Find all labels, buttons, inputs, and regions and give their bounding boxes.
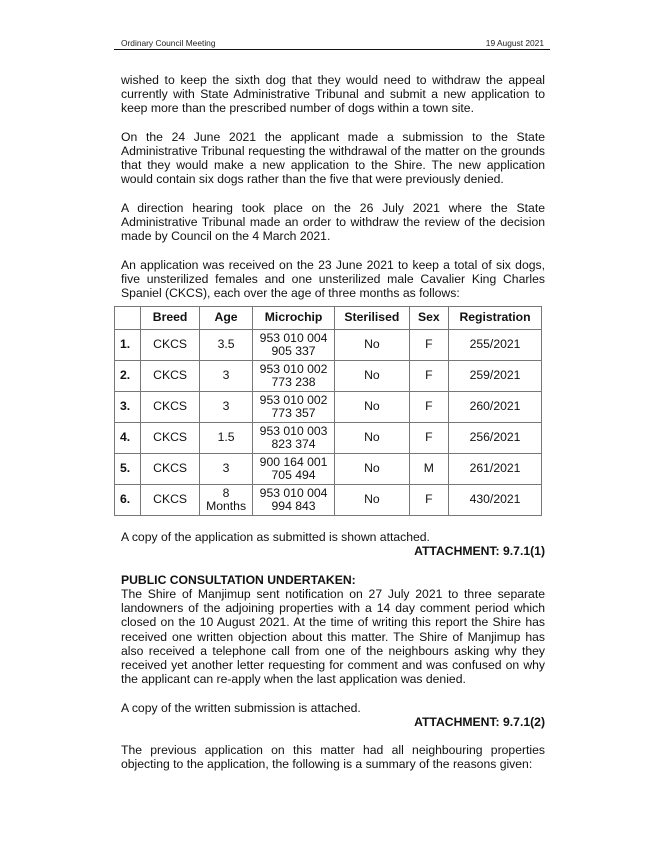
cell-sterilised: No	[335, 485, 410, 516]
row-number: 5.	[115, 454, 141, 485]
cell-age: 3	[200, 392, 253, 423]
cell-sex: F	[409, 361, 448, 392]
cell-breed: CKCS	[141, 423, 200, 454]
header-number	[115, 307, 141, 330]
cell-breed: CKCS	[141, 330, 200, 361]
consultation-paragraph: The Shire of Manjimup sent notification on 27 July 2021 to three separate landowners of the adjoining properties with a 14 day comment period which closed on the 10 August 2021. At the time of writing this report the Shire has received one written objection about this matter. The Shire of Manjimup has also received a telephone call from one of the neighbours asking why they received yet another letter requesting for comment and was confused on why the applicant can re-apply when the last application was denied.	[121, 587, 545, 687]
meeting-date: 19 August 2021	[485, 38, 544, 48]
table-row	[115, 423, 542, 454]
copy-application-text: A copy of the application as submitted is shown attached.	[121, 530, 430, 545]
cell-age: 1.5	[200, 423, 253, 454]
row-number: 3.	[115, 392, 141, 423]
microchip-line-2: 773 238	[271, 375, 316, 390]
header-sex: Sex	[409, 307, 448, 330]
cell-registration: 261/2021	[449, 454, 542, 485]
table-row	[115, 361, 542, 392]
cell-microchip	[253, 392, 335, 423]
cell-sex: F	[409, 423, 448, 454]
previous-application-paragraph: The previous application on this matter had all neighbouring properties objecting to the application, the following is a summary of the reasons given:	[121, 743, 545, 772]
microchip-line-1: 953 010 002	[259, 361, 328, 376]
table-row	[115, 485, 542, 516]
microchip-line-1: 953 010 002	[259, 392, 328, 407]
microchip-line-2: 905 337	[271, 344, 316, 359]
microchip-line-1: 953 010 004	[259, 485, 328, 500]
header-age: Age	[200, 307, 253, 330]
cell-registration: 256/2021	[449, 423, 542, 454]
cell-age: 3	[200, 454, 253, 485]
cell-sterilised: No	[335, 454, 410, 485]
cell-sterilised: No	[335, 423, 410, 454]
cell-microchip	[253, 330, 335, 361]
section-heading-public-consultation: PUBLIC CONSULTATION UNDERTAKEN:	[121, 572, 356, 587]
header-registration: Registration	[449, 307, 542, 330]
cell-sex: F	[409, 485, 448, 516]
meeting-title: Ordinary Council Meeting	[121, 38, 216, 48]
paragraph-withdraw-appeal: wished to keep the sixth dog that they would need to withdraw the appeal currently with State Administrative Tribunal and submit a new application to keep more than the prescribed number of dogs within a town site.	[121, 73, 545, 116]
cell-registration: 260/2021	[449, 392, 542, 423]
table-row	[115, 330, 542, 361]
row-number: 4.	[115, 423, 141, 454]
paragraph-direction-hearing: A direction hearing took place on the 26 July 2021 where the State Administrative Tribunal made an order to withdraw the review of the decision made by Council on the 4 March 2021.	[121, 200, 545, 244]
dog-table	[114, 306, 542, 516]
cell-microchip	[253, 361, 335, 392]
cell-sex: M	[409, 454, 448, 485]
cell-sterilised: No	[335, 330, 410, 361]
cell-sterilised: No	[335, 392, 410, 423]
age-unit: Months	[206, 499, 247, 514]
cell-sex: F	[409, 392, 448, 423]
cell-breed: CKCS	[141, 361, 200, 392]
cell-sex: F	[409, 330, 448, 361]
microchip-line-1: 953 010 003	[259, 423, 328, 438]
cell-microchip	[253, 423, 335, 454]
cell-registration: 255/2021	[449, 330, 542, 361]
cell-breed: CKCS	[141, 392, 200, 423]
cell-breed: CKCS	[141, 454, 200, 485]
cell-registration: 430/2021	[449, 485, 542, 516]
paragraph-application: An application was received on the 23 June 2021 to keep a total of six dogs, five unsterilized females and one unsterilized male Cavalier King Charles Spaniel (CKCS), each over the age of three months as follows:	[121, 257, 545, 300]
microchip-line-2: 994 843	[271, 499, 316, 514]
table-row	[115, 392, 542, 423]
age-value: 8	[222, 485, 230, 500]
microchip-line-2: 705 494	[271, 468, 316, 483]
microchip-line-2: 823 374	[271, 437, 316, 452]
row-number: 1.	[115, 330, 141, 361]
cell-microchip	[253, 454, 335, 485]
header-breed: Breed	[141, 307, 200, 330]
row-number: 6.	[115, 485, 141, 516]
cell-age	[200, 485, 253, 516]
cell-sterilised: No	[335, 361, 410, 392]
cell-age: 3	[200, 361, 253, 392]
header-microchip: Microchip	[253, 307, 335, 330]
table-row	[115, 454, 542, 485]
cell-breed: CKCS	[141, 485, 200, 516]
cell-age: 3.5	[200, 330, 253, 361]
microchip-line-1: 900 164 001	[259, 454, 328, 469]
header-sterilised: Sterilised	[335, 307, 410, 330]
cell-registration: 259/2021	[449, 361, 542, 392]
microchip-line-2: 773 357	[271, 406, 316, 421]
table-header-row	[115, 307, 542, 330]
copy-submission-text: A copy of the written submission is attached.	[121, 700, 361, 715]
page-header	[114, 37, 550, 50]
row-number: 2.	[115, 361, 141, 392]
cell-microchip	[253, 485, 335, 516]
paragraph-submission: On the 24 June 2021 the applicant made a submission to the State Administrative Tribunal requesting the withdrawal of the matter on the grounds that they would make a new application to the Shire. The new application would contain six dogs rather than the five that were previously denied.	[121, 129, 545, 187]
document-body	[121, 73, 545, 786]
attachment-label-2: ATTACHMENT: 9.7.1(2)	[414, 714, 545, 729]
microchip-line-1: 953 010 004	[259, 330, 328, 345]
attachment-label-1: ATTACHMENT: 9.7.1(1)	[414, 544, 545, 559]
